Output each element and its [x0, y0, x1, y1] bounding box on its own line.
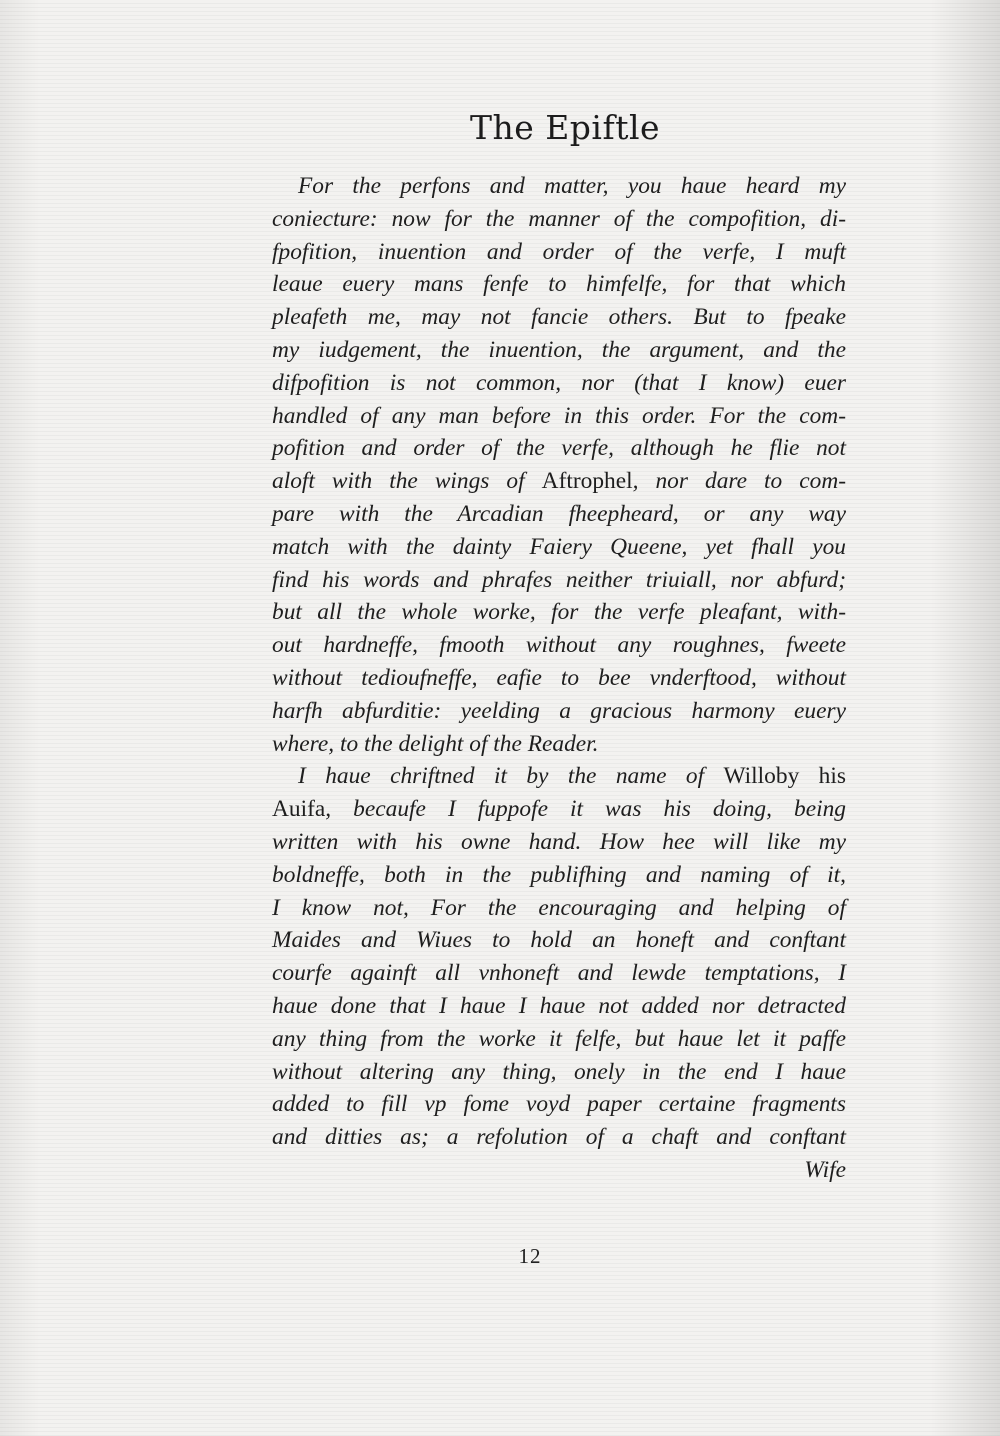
text-line: but all the whole worke, for the verfe pleafant, with- — [272, 599, 846, 626]
epistle-text — [272, 170, 846, 1187]
text-line — [272, 760, 846, 793]
text-line: I know not, For the encouraging and helping of — [272, 894, 846, 921]
text-segment: , becaufe I fuppofe it was his doing, being — [325, 796, 846, 823]
text-line: boldneffe, both in the publifhing and naming of it, — [272, 861, 846, 888]
name-astrophel: Aftrophel — [541, 468, 633, 495]
text-line: added to fill vp fome voyd paper certaine fragments — [272, 1091, 846, 1118]
text-line: without altering any thing, onely in the end I haue — [272, 1058, 846, 1085]
text-line: difpofition is not common, nor (that I know) euer — [272, 369, 846, 396]
text-line: pare with the Arcadian fheepheard, or any way — [272, 500, 846, 527]
text-line: pleafeth me, may not fancie others. But to fpeake — [272, 304, 846, 331]
text-segment: I haue chriftned it by the name of — [298, 763, 705, 790]
text-line: written with his owne hand. How hee will like my — [272, 828, 846, 855]
text-line: any thing from the worke it felfe, but haue let it paffe — [272, 1025, 846, 1052]
text-line: leaue euery mans fenfe to himfelfe, for that which — [272, 271, 846, 298]
text-line: where, to the delight of the Reader. — [272, 730, 599, 757]
text-line: fpofition, inuention and order of the verfe, I muft — [272, 238, 846, 265]
text-line: coniecture: now for the manner of the compofition, di- — [272, 205, 846, 232]
page-title: The Epiftle — [469, 108, 661, 147]
text-line: haue done that I haue I haue not added nor detracted — [272, 992, 846, 1019]
text-line: Maides and Wiues to hold an honeft and conftant — [272, 927, 846, 954]
text-line — [272, 793, 846, 826]
text-line: and ditties as; a refolution of a chaft and conftant — [272, 1124, 846, 1151]
catchword: Wife — [804, 1156, 846, 1183]
text-line: find his words and phrafes neither triuiall, nor abfurd; — [272, 566, 846, 593]
text-line: handled of any man before in this order. For the com- — [272, 402, 846, 429]
text-line: match with the dainty Faiery Queene, yet fhall you — [272, 533, 846, 560]
text-line: pofition and order of the verfe, although he flie not — [272, 435, 846, 462]
text-line: courfe againft all vnhoneft and lewde temptations, I — [272, 960, 846, 987]
text-line: For the perfons and matter, you haue heard my — [298, 173, 846, 199]
text-line — [272, 465, 846, 498]
text-segment: , nor dare to com- — [632, 468, 846, 495]
text-line: without tedioufneffe, eafie to bee vnderftood, without — [272, 664, 846, 691]
text-segment: aloft with the wings of — [272, 468, 525, 495]
name-auisa: Auifa — [272, 796, 326, 823]
name-willoby: Willoby his — [723, 763, 846, 790]
text-line: harfh abfurditie: yeelding a gracious harmony euery — [272, 697, 846, 724]
text-line: my iudgement, the inuention, the argument, and the — [272, 336, 846, 363]
page-number: 12 — [518, 1244, 542, 1268]
text-line: out hardneffe, fmooth without any roughnes, fweete — [272, 632, 846, 659]
